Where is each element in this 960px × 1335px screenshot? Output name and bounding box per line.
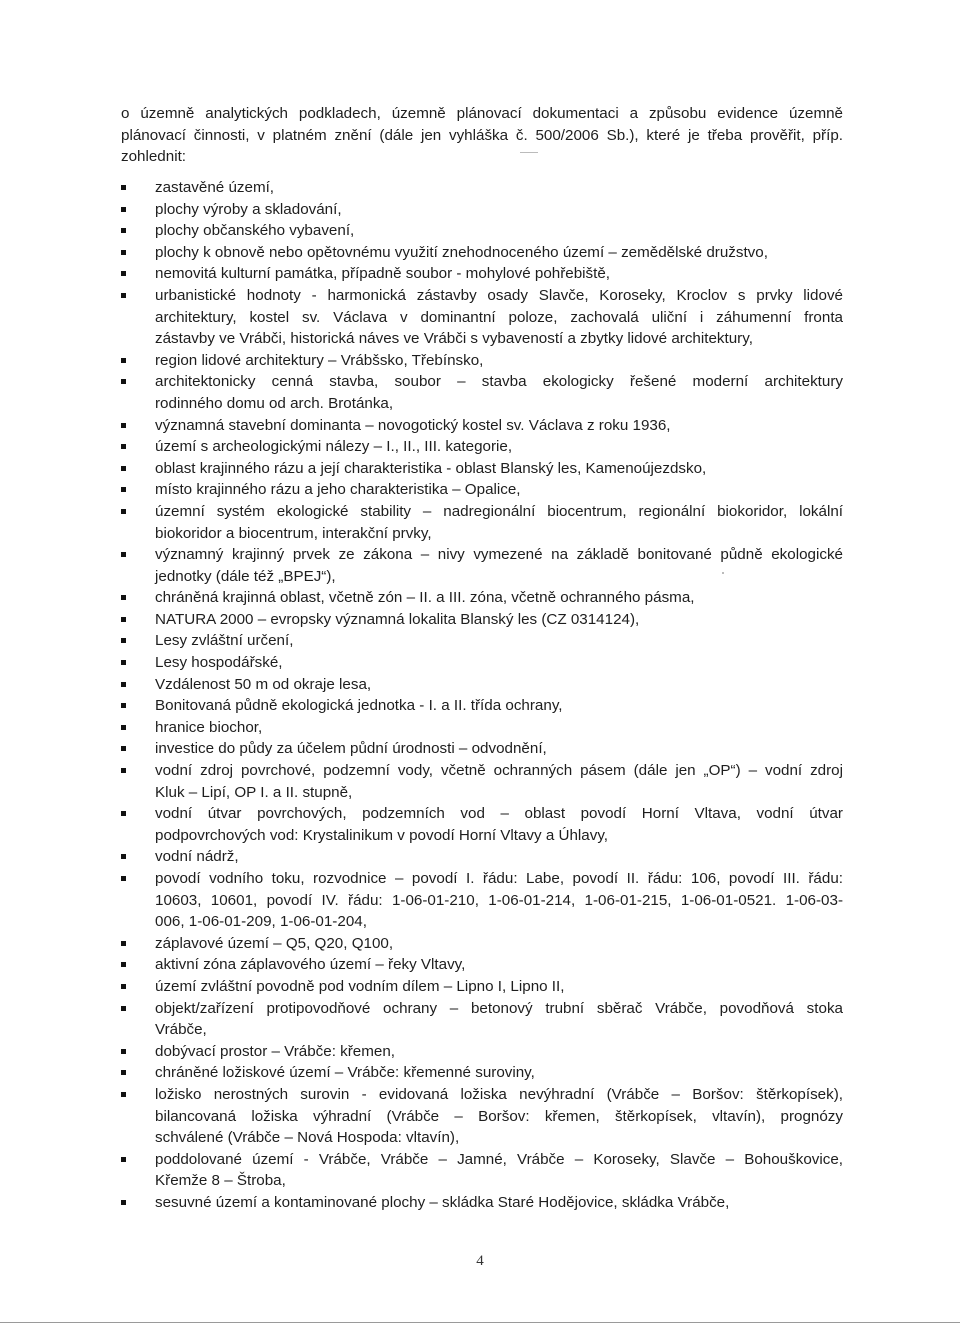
bullet-square-icon: [121, 962, 126, 967]
list-item-line: urbanistické hodnoty - harmonická zástavby osady Slavče, Koroseky, Kroclov s prvky lidové: [155, 286, 843, 304]
list-item-line: architektonicky cenná stavba, soubor – stavba ekologicky řešené moderní architektury: [155, 373, 843, 391]
page-number: 4: [476, 1253, 484, 1269]
list-item: [121, 285, 843, 350]
list-item: [121, 199, 843, 221]
list-item: [121, 458, 843, 480]
list-item-line: Křemže 8 – Štroba,: [155, 1172, 286, 1190]
bullet-square-icon: [121, 638, 126, 643]
list-item: [121, 998, 843, 1041]
list-item-text: [155, 501, 843, 544]
list-item: [121, 803, 843, 846]
list-item: [121, 760, 843, 803]
list-item-line: významný krajinný prvek ze zákona – nivy vymezené na základě bonitované půdně ekologické: [155, 546, 843, 564]
list-item: [121, 587, 843, 609]
list-item-line: územní systém ekologické stability – nadregionální biocentrum, regionální biokoridor, lokální: [155, 502, 843, 520]
bullet-square-icon: [121, 746, 126, 751]
bullet-square-icon: [121, 358, 126, 363]
bullet-square-icon: [121, 595, 126, 600]
list-item: [121, 717, 843, 739]
list-item: [121, 738, 843, 760]
list-item-text: [155, 587, 843, 609]
list-item-text: [155, 458, 843, 480]
list-item: [121, 954, 843, 976]
list-item: [121, 1149, 843, 1192]
list-item: [121, 501, 843, 544]
list-item: [121, 544, 843, 587]
list-item-line: záplavové území – Q5, Q20, Q100,: [155, 934, 394, 952]
bullet-square-icon: [121, 444, 126, 449]
list-item-line: povodí vodního toku, rozvodnice – povodí I. řádu: Labe, povodí II. řádu: 106, povodí III. řádu:: [155, 870, 843, 887]
list-item-line: vodní nádrž,: [155, 848, 239, 866]
list-item: [121, 1062, 843, 1084]
bullet-square-icon: [121, 1006, 126, 1011]
bullet-square-icon: [121, 876, 126, 881]
list-item-line: dobývací prostor – Vrábče: křemen,: [155, 1042, 396, 1060]
list-item-text: [155, 933, 843, 955]
list-item: [121, 609, 843, 631]
list-item: [121, 220, 843, 242]
list-item-text: [155, 976, 843, 998]
list-item-line: Vrábče,: [155, 1021, 207, 1039]
bullet-square-icon: [121, 466, 126, 471]
list-item-text: [155, 803, 843, 846]
bullet-square-icon: [121, 379, 126, 384]
list-item-line: zástavby ve Vrábči, historická náves ve Vrábči s vybaveností a zbytky lidové architektury,: [155, 330, 753, 348]
list-item-line: region lidové architektury – Vrábšsko, Třebínsko,: [155, 351, 484, 369]
list-item-line: schválené (Vrábče – Nová Hospoda: vltavín),: [155, 1129, 460, 1147]
list-item-line: nemovitá kulturní památka, případně soubor - mohylové pohřebiště,: [155, 265, 611, 283]
list-item-text: [155, 1062, 843, 1084]
list-item-line: NATURA 2000 – evropsky významná lokalita Blanský les (CZ 0314124),: [155, 610, 640, 628]
list-item-text: [155, 954, 843, 976]
list-item-text: [155, 609, 843, 631]
bullet-square-icon: [121, 768, 126, 773]
list-item-text: [155, 1149, 843, 1192]
list-item-line: vodní útvar povrchových, podzemních vod – oblast povodí Horní Vltava, vodní útvar: [155, 805, 843, 823]
list-item: [121, 371, 843, 414]
bullet-square-icon: [121, 1157, 126, 1162]
list-item-line: místo krajinného rázu a jeho charakteristika – Opalice,: [155, 481, 521, 499]
list-item: [121, 263, 843, 285]
bullet-square-icon: [121, 703, 126, 708]
list-item-text: [155, 350, 843, 372]
list-item: [121, 479, 843, 501]
bullet-square-icon: [121, 682, 126, 687]
list-item-text: [155, 371, 843, 414]
list-item-line: architektury, kostel sv. Václava v dominantní poloze, zachovalá uliční i záhumenní fronta: [155, 308, 843, 326]
list-item: [121, 695, 843, 717]
list-item: [121, 415, 843, 437]
list-item: [121, 1041, 843, 1063]
list-item-text: [155, 436, 843, 458]
bullet-square-icon: [121, 228, 126, 233]
list-item-text: [155, 263, 843, 285]
bullet-square-icon: [121, 293, 126, 298]
bullet-square-icon: [121, 617, 126, 622]
list-item-line: sesuvné území a kontaminované plochy – skládka Staré Hodějovice, skládka Vrábče,: [155, 1193, 730, 1211]
list-item-line: Lesy zvláštní určení,: [155, 632, 294, 650]
intro-line: plánovací činnosti, v platném znění (dále jen vyhláška č. 500/2006 Sb.), které je třeba prověřit, příp.: [121, 126, 843, 144]
list-item-line: 10603, 10601, povodí IV. řádu: 1-06-01-210, 1-06-01-214, 1-06-01-215, 1-06-01-0521. 1-06-03-: [155, 891, 843, 909]
list-item-text: [155, 1041, 843, 1063]
scan-speck: [520, 152, 538, 153]
bullet-square-icon: [121, 1092, 126, 1097]
bullet-square-icon: [121, 487, 126, 492]
bullet-square-icon: [121, 941, 126, 946]
list-item-text: [155, 199, 843, 221]
bullet-square-icon: [121, 423, 126, 428]
list-item-text: [155, 695, 843, 717]
list-item-line: hranice biochor,: [155, 718, 263, 736]
bullet-square-icon: [121, 854, 126, 859]
bullet-square-icon: [121, 271, 126, 276]
list-item-text: [155, 544, 843, 587]
list-item: [121, 436, 843, 458]
list-item-line: Vzdálenost 50 m od okraje lesa,: [155, 675, 372, 693]
list-item-text: [155, 242, 843, 264]
bullet-square-icon: [121, 811, 126, 816]
list-item-text: [155, 220, 843, 242]
list-item-line: rodinného domu od arch. Brotánka,: [155, 394, 394, 412]
intro-line: o územně analytických podkladech, územně plánovací dokumentaci a způsobu evidence územně: [121, 105, 843, 122]
list-item-line: poddolované území - Vrábče, Vrábče – Jamné, Vrábče – Koroseky, Slavče – Bohouškovice,: [155, 1150, 843, 1168]
list-item-line: plochy k obnově nebo opětovnému využití znehodnoceného území – zemědělské družstvo,: [155, 243, 768, 261]
list-item: [121, 868, 843, 933]
list-item: [121, 1084, 843, 1149]
list-item-text: [155, 998, 843, 1041]
bullet-list: [121, 177, 843, 1214]
list-item-line: chráněné ložiskové území – Vrábče: křemenné suroviny,: [155, 1064, 535, 1082]
list-item-line: investice do půdy za účelem půdní úrodnosti – odvodnění,: [155, 740, 547, 758]
list-item-line: jednotky (dále též „BPEJ“),: [155, 567, 336, 585]
list-item-line: bilancovaná ložiska výhradní (Vrábče – Boršov: křemen, štěrkopísek, vltavín), prognózy: [155, 1107, 843, 1125]
bullet-square-icon: [121, 509, 126, 514]
list-item: [121, 242, 843, 264]
list-item-line: oblast krajinného rázu a její charakteristika - oblast Blanský les, Kamenoújezdsko,: [155, 459, 707, 477]
bullet-square-icon: [121, 1070, 126, 1075]
list-item: [121, 350, 843, 372]
list-item-line: významná stavební dominanta – novogotický kostel sv. Václava z roku 1936,: [155, 416, 671, 434]
bullet-square-icon: [121, 1200, 126, 1205]
list-item: [121, 1192, 843, 1214]
list-item-line: aktivní zóna záplavového území – řeky Vltavy,: [155, 956, 466, 974]
list-item-line: biokoridor a biocentrum, interakční prvky,: [155, 524, 432, 542]
bullet-square-icon: [121, 660, 126, 665]
list-item-text: [155, 177, 843, 199]
intro-paragraph: [121, 103, 843, 168]
list-item-text: [155, 760, 843, 803]
list-item-text: [155, 479, 843, 501]
list-item-line: plochy výroby a skladování,: [155, 200, 342, 218]
bullet-square-icon: [121, 552, 126, 557]
list-item-line: objekt/zařízení protipovodňové ochrany – betonový trubní sběrač Vrábče, povodňová stoka: [155, 999, 843, 1017]
list-item-line: Kluk – Lipí, OP I. a II. stupně,: [155, 783, 353, 801]
list-item-line: vodní zdroj povrchové, podzemní vody, včetně ochranných pásem (dále jen „OP“) – vodní zdroj: [155, 762, 843, 780]
list-item-text: [155, 738, 843, 760]
bullet-square-icon: [121, 250, 126, 255]
list-item-line: chráněná krajinná oblast, včetně zón – II. a III. zóna, včetně ochranného pásma,: [155, 589, 695, 607]
list-item-line: Lesy hospodářské,: [155, 654, 283, 672]
list-item: [121, 976, 843, 998]
bullet-square-icon: [121, 725, 126, 730]
list-item-text: [155, 652, 843, 674]
list-item-text: [155, 415, 843, 437]
bullet-square-icon: [121, 1049, 126, 1054]
list-item-text: [155, 846, 843, 868]
bullet-square-icon: [121, 984, 126, 989]
bullet-square-icon: [121, 207, 126, 212]
list-item-text: [155, 717, 843, 739]
list-item-line: podpovrchových vod: Krystalinikum v povodí Horní Vltavy a Úhlavy,: [155, 826, 609, 844]
list-item-line: zastavěné území,: [155, 179, 275, 196]
list-item-line: plochy občanského vybavení,: [155, 222, 355, 240]
list-item-line: území s archeologickými nálezy – I., II., III. kategorie,: [155, 438, 513, 456]
list-item: [121, 177, 843, 199]
list-item-text: [155, 868, 843, 933]
list-item: [121, 652, 843, 674]
scan-edge-line: [0, 1322, 960, 1323]
intro-line: zohlednit:: [121, 148, 187, 165]
list-item: [121, 674, 843, 696]
list-item-line: území zvláštní povodně pod vodním dílem – Lipno I, Lipno II,: [155, 977, 565, 995]
scan-speck: [722, 572, 724, 574]
bullet-square-icon: [121, 185, 126, 190]
list-item-line: ložisko nerostných surovin - evidovaná ložiska nevýhradní (Vrábče – Boršov: štěrkopísek),: [155, 1085, 843, 1103]
list-item-line: 006, 1-06-01-209, 1-06-01-204,: [155, 913, 367, 931]
list-item-line: Bonitovaná půdně ekologická jednotka - I. a II. třída ochrany,: [155, 697, 563, 715]
list-item-text: [155, 1084, 843, 1149]
list-item: [121, 933, 843, 955]
list-item-text: [155, 674, 843, 696]
list-item-text: [155, 630, 843, 652]
list-item-text: [155, 285, 843, 350]
list-item-text: [155, 1192, 843, 1214]
list-item: [121, 846, 843, 868]
list-item: [121, 630, 843, 652]
